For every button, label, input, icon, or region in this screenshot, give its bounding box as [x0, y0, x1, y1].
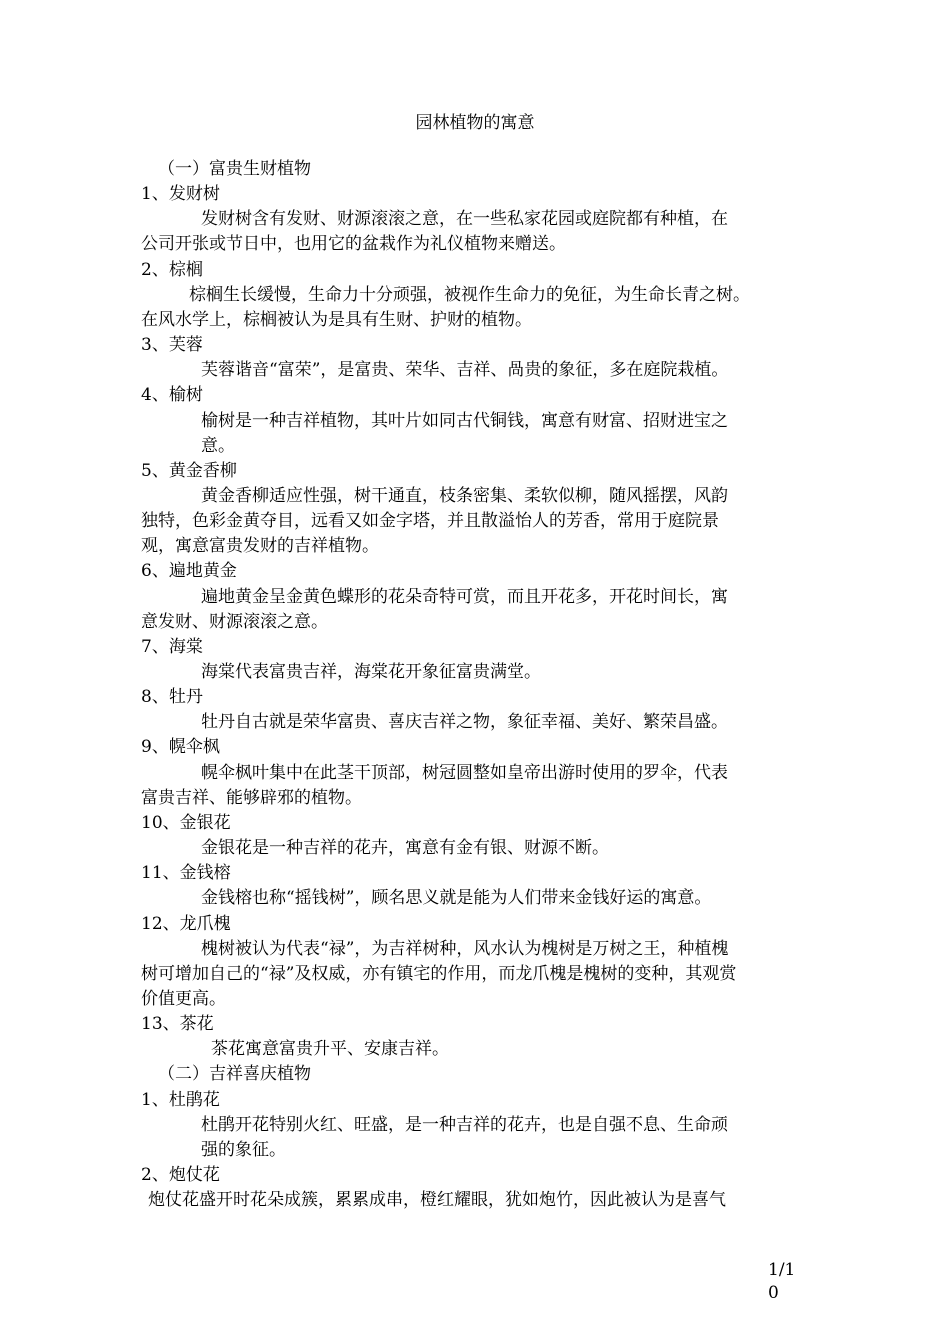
paragraph-line: 遍地黄金呈金黄色蝶形的花朵奇特可赏，而且开花多，开花时间长，寓	[201, 586, 728, 607]
paragraph-line: 海棠代表富贵吉祥，海棠花开象征富贵满堂。	[201, 662, 541, 682]
paragraph-line: 黄金香柳适应性强，树干通直，枝条密集、柔软似柳，随风摇摆，风韵	[201, 485, 728, 506]
paragraph-line: 幌伞枫叶集中在此茎干顶部，树冠圆整如皇帝出游时使用的罗伞，代表	[201, 762, 728, 783]
plant-heading: 13、茶花	[141, 1014, 214, 1035]
plant-heading: 1、发财树	[141, 184, 220, 205]
plant-heading: 10、金银花	[141, 812, 231, 833]
paragraph-line: 独特，色彩金黄夺目，远看又如金字塔，并且散溢怡人的芳香，常用于庭院景	[141, 511, 719, 532]
paragraph-line: 意。	[201, 435, 235, 456]
plant-heading: 11、金钱榕	[141, 863, 231, 884]
paragraph-line: 金银花是一种吉祥的花卉，寓意有金有银、财源不断。	[201, 838, 609, 859]
section-heading: （一）富贵生财植物	[158, 159, 311, 179]
plant-heading: 2、棕榈	[141, 259, 203, 280]
paragraph-line: 富贵吉祥、能够辟邪的植物。	[141, 787, 362, 808]
plant-heading: 8、牡丹	[141, 687, 203, 708]
page-number: 1/1	[768, 1260, 796, 1280]
paragraph-line: 发财树含有发财、财源滚滚之意，在一些私家花园或庭院都有种植，在	[201, 209, 728, 230]
paragraph-line: 杜鹃开花特别火红、旺盛，是一种吉祥的花卉，也是自强不息、生命顽	[201, 1114, 728, 1135]
page-number-continued: 0	[768, 1283, 779, 1303]
plant-heading: 12、龙爪槐	[141, 913, 231, 934]
paragraph-line: 槐树被认为代表“禄”，为吉祥树种，风水认为槐树是万树之王，种植槐	[201, 938, 729, 959]
paragraph-line: 茶花寓意富贵升平、安康吉祥。	[211, 1039, 449, 1060]
paragraph-line: 金钱榕也称“摇钱树”，顾名思义就是能为人们带来金钱好运的寓意。	[201, 888, 712, 909]
plant-heading: 2、炮仗花	[141, 1165, 220, 1185]
section-heading: （二）吉祥喜庆植物	[158, 1064, 311, 1085]
document-title: 园林植物的寓意	[415, 113, 535, 133]
paragraph-line: 棕榈生长缓慢，生命力十分顽强，被视作生命力的免征，为生命长青之树。	[189, 284, 750, 305]
paragraph-line: 价值更高。	[141, 988, 226, 1009]
plant-heading: 3、芙蓉	[141, 335, 203, 356]
plant-heading: 4、榆树	[141, 385, 203, 406]
paragraph-line: 树可增加自己的“禄”及权威，亦有镇宅的作用，而龙爪槐是槐树的变种，其观赏	[141, 963, 737, 984]
paragraph-line: 强的象征。	[201, 1139, 286, 1160]
paragraph-line: 榆树是一种吉祥植物，其叶片如同古代铜钱，寓意有财富、招财进宝之	[201, 410, 728, 431]
plant-heading: 7、海棠	[141, 636, 203, 657]
paragraph-line: 观，寓意富贵发财的吉祥植物。	[141, 536, 379, 557]
paragraph-line: 公司开张或节日中，也用它的盆栽作为礼仪植物来赠送。	[141, 234, 566, 255]
plant-heading: 1、杜鹃花	[141, 1089, 220, 1110]
paragraph-line: 炮仗花盛开时花朵成簇，累累成串，橙红耀眼，犹如炮竹，因此被认为是喜气	[148, 1190, 726, 1211]
plant-heading: 6、遍地黄金	[141, 561, 237, 582]
paragraph-line: 意发财、财源滚滚之意。	[141, 611, 328, 632]
paragraph-line: 在风水学上，棕榈被认为是具有生财、护财的植物。	[141, 309, 532, 330]
plant-heading: 9、幌伞枫	[141, 737, 220, 758]
plant-heading: 5、黄金香柳	[141, 460, 237, 481]
paragraph-line: 牡丹自古就是荣华富贵、喜庆吉祥之物，象征幸福、美好、繁荣昌盛。	[201, 712, 728, 733]
paragraph-line: 芙蓉谐音“富荣”，是富贵、荣华、吉祥、咼贵的象征，多在庭院栽植。	[201, 360, 729, 381]
